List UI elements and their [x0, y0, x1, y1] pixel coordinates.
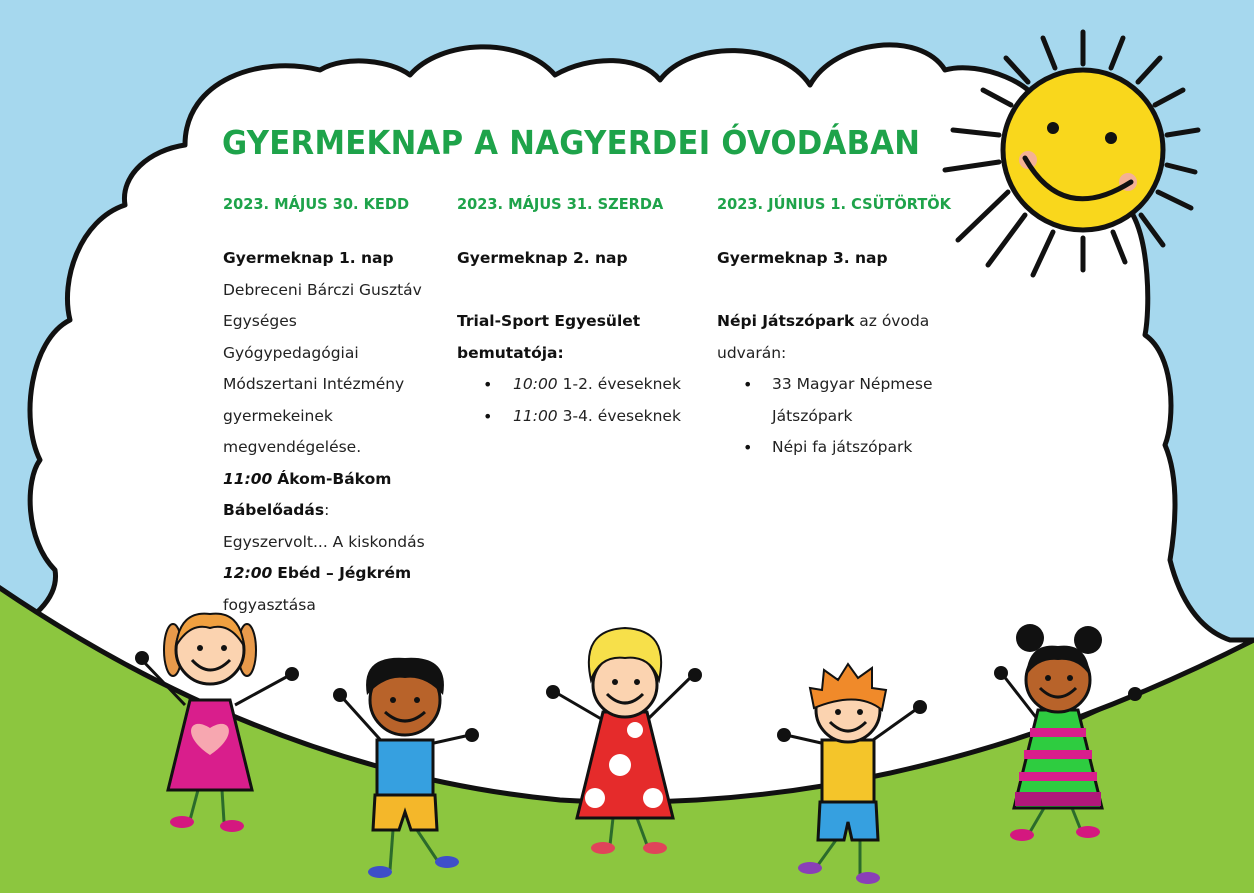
list-item: [457, 401, 707, 433]
day-3-date: 2023. JÚNIUS 1. CSÜTÖRTÖK: [717, 195, 951, 213]
list-item: [717, 432, 977, 464]
event-lunch: [223, 558, 448, 590]
list-item: [457, 369, 707, 401]
event-time: 12:00: [223, 564, 273, 582]
day-1-heading: Gyermeknap 1. nap: [223, 249, 394, 267]
event-time: 11:00: [223, 469, 273, 488]
day-2-subheading-cont: bemutatója:: [457, 343, 564, 362]
day-1-column: [223, 193, 448, 621]
day-1-line: gyermekeinek: [223, 406, 333, 425]
event-title: Ákom-Bákom: [277, 469, 392, 488]
intro-bold: Népi Játszópark: [717, 312, 855, 330]
day-1-line: Módszertani Intézmény: [223, 375, 405, 393]
day-2-subheading: Trial-Sport Egyesület: [457, 312, 641, 330]
event-detail: fogyasztása: [223, 595, 316, 614]
event-puppet-show-cont: [223, 495, 448, 527]
item-text: • 33 Magyar Népmese: [772, 375, 933, 393]
day-1-line: Debreceni Bárczi Gusztáv: [223, 280, 422, 299]
flyer-title: GYERMEKNAP A NAGYERDEI ÓVODÁBAN: [222, 123, 921, 162]
day-3-intro: [717, 306, 977, 338]
day-3-intro-cont: udvarán:: [717, 343, 787, 362]
item-text: 3-4. éveseknek: [562, 406, 681, 425]
event-puppet-show: [223, 464, 448, 496]
item-time: 11:00: [513, 406, 558, 425]
item-text-cont: Játszópark: [772, 406, 853, 425]
event-detail: Egyszervolt... A kiskondás: [223, 532, 425, 551]
day-1-line: megvendégelése.: [223, 438, 362, 456]
day-2-schedule-list: [457, 369, 707, 432]
day-1-line: Egységes: [223, 312, 297, 330]
day-2-heading: Gyermeknap 2. nap: [457, 249, 628, 267]
event-title: Bábelőadás: [223, 501, 325, 519]
day-3-activity-list: [717, 369, 977, 464]
list-item: [717, 369, 977, 432]
intro-rest: az óvoda: [859, 312, 930, 330]
event-suffix: :: [324, 501, 330, 519]
day-3-column: [717, 193, 977, 464]
item-text: • Népi fa játszópark: [772, 438, 913, 456]
day-2-date: 2023. MÁJUS 31. SZERDA: [457, 195, 664, 213]
day-2-column: [457, 193, 707, 432]
day-3-heading: Gyermeknap 3. nap: [717, 249, 888, 267]
day-1-date: 2023. MÁJUS 30. KEDD: [223, 195, 410, 213]
event-title: Ebéd – Jégkrém: [277, 564, 412, 582]
item-time: 10:00: [513, 375, 558, 393]
day-1-line: Gyógypedagógiai: [223, 343, 359, 362]
item-text: 1-2. éveseknek: [562, 375, 681, 393]
